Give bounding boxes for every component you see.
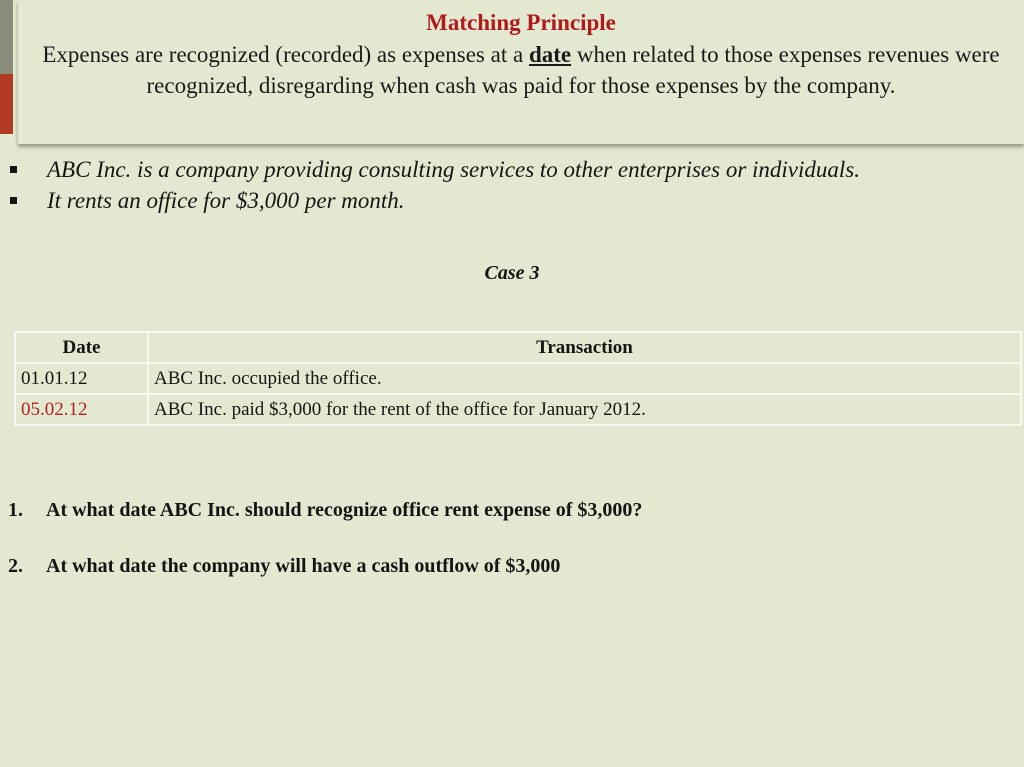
transaction-table [14,331,1022,426]
header-box [18,0,1024,144]
slide-title: Matching Principle [426,10,616,35]
question-text: At what date ABC Inc. should recognize office rent expense of $3,000? [46,499,643,521]
bullet-item [10,154,1010,185]
square-bullet-icon [10,166,17,173]
cell-date: 05.02.12 [15,394,148,425]
question-item [8,552,1008,580]
bullet-item [10,185,1010,216]
table-row [15,394,1021,425]
definition-part-1: Expenses are recognized (recorded) as expenses at a [42,42,529,67]
case-title: Case 3 [484,262,540,284]
bullet-text: It rents an office for $3,000 per month. [47,188,405,213]
left-decor-accent [0,74,13,134]
cell-transaction: ABC Inc. paid $3,000 for the rent of the office for January 2012. [148,394,1021,425]
principle-definition [38,39,1004,101]
question-number: 2. [8,555,23,577]
definition-part-2: when related to those expenses revenues were recognized, disregarding when cash was paid for those expenses by the company. [146,42,1000,98]
question-item [8,496,1008,524]
column-header-transaction: Transaction [148,332,1021,363]
definition-emphasis: date [528,42,572,67]
table-row [15,363,1021,394]
question-text: At what date the company will have a cash outflow of $3,000 [46,555,561,577]
square-bullet-icon [10,197,17,204]
column-header-date: Date [15,332,148,363]
bullet-text: ABC Inc. is a company providing consulting services to other enterprises or individuals. [47,157,860,182]
table-header-row [15,332,1021,363]
question-number: 1. [8,499,23,521]
question-list [8,496,1008,608]
bullet-list [10,154,1010,216]
cell-date: 01.01.12 [15,363,148,394]
cell-transaction: ABC Inc. occupied the office. [148,363,1021,394]
